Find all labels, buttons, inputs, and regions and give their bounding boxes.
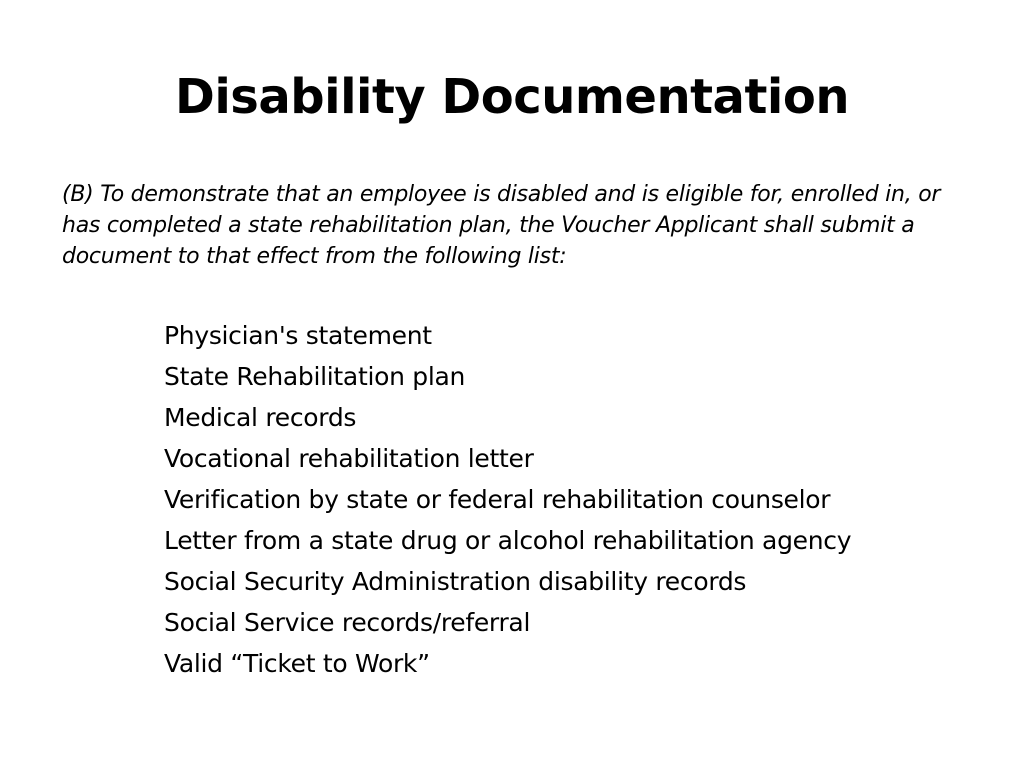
list-item: Valid “Ticket to Work” xyxy=(164,649,430,678)
list-item: State Rehabilitation plan xyxy=(164,362,466,391)
list-item: Verification by state or federal rehabilitation counselor xyxy=(164,485,831,514)
list-item: Medical records xyxy=(164,403,357,432)
list-item: Physician's statement xyxy=(164,321,432,350)
intro-paragraph: (B) To demonstrate that an employee is disabled and is eligible for, enrolled in, or has completed a state rehabilitation plan, the Voucher Applicant shall submit a document to that effect from the following list: xyxy=(62,182,941,269)
list-item: Social Security Administration disability records xyxy=(164,567,747,596)
list-item: Social Service records/referral xyxy=(164,608,531,637)
slide-title: Disability Documentation xyxy=(175,69,849,125)
document-list xyxy=(164,315,1004,684)
list-item: Letter from a state drug or alcohol rehabilitation agency xyxy=(164,526,852,555)
list-item: Vocational rehabilitation letter xyxy=(164,444,534,473)
